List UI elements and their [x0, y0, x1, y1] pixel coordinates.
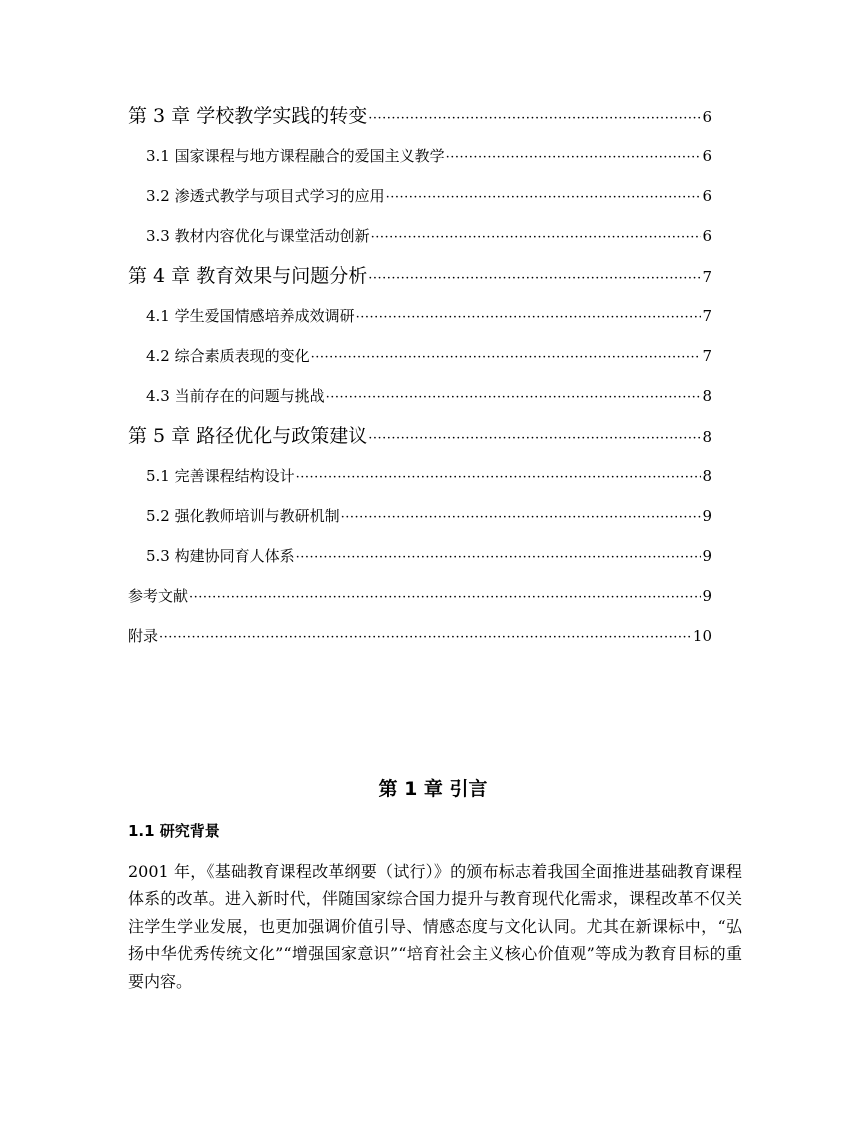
toc-entry-page: 9 [702, 547, 712, 565]
body-paragraph: 2001 年，《基础教育课程改革纲要（试行）》的颁布标志着我国全面推进基础教育课程体系的改革。进入新时代，伴随国家综合国力提升与教育现代化需求，课程改革不仅关注学生学业发展，也更加强调价值引导、情感态度与文化认同。尤其在新课标中，“弘扬中华优秀传统文化”“增强国家意识”“培育社会主义核心价值观”等成为教育目标的重要内容。 [128, 862, 742, 991]
toc-entry-page: 7 [702, 268, 712, 286]
toc-entry[interactable] [128, 216, 712, 256]
toc-entry[interactable] [128, 136, 712, 176]
toc-entry-title: 4.1 学生爱国情感培养成效调研 [146, 307, 355, 325]
toc-entry-title: 3.2 渗透式教学与项目式学习的应用 [146, 187, 385, 205]
toc-entry-title: 参考文献 [128, 587, 189, 605]
toc-entry[interactable] [128, 296, 712, 336]
toc-entry[interactable] [128, 176, 712, 216]
toc-leader-dots [368, 259, 701, 299]
toc-entry-title: 第 3 章 学校教学实践的转变 [128, 105, 368, 127]
toc-entry-title: 3.1 国家课程与地方课程融合的爱国主义教学 [146, 147, 445, 165]
toc-leader-dots [311, 338, 702, 378]
toc-leader-dots [446, 138, 702, 178]
table-of-contents [128, 96, 712, 656]
toc-entry-page: 8 [702, 428, 712, 446]
toc-entry-page: 8 [702, 467, 712, 485]
toc-entry-title: 5.2 强化教师培训与教研机制 [146, 507, 340, 525]
toc-entry-page: 10 [692, 627, 712, 645]
toc-entry-title: 4.3 当前存在的问题与挑战 [146, 387, 325, 405]
toc-leader-dots [326, 378, 702, 418]
toc-leader-dots [368, 99, 701, 139]
toc-leader-dots [189, 578, 701, 618]
toc-leader-dots [159, 618, 692, 658]
toc-entry[interactable] [128, 576, 712, 616]
toc-leader-dots [356, 298, 702, 338]
toc-entry[interactable] [128, 256, 712, 296]
toc-entry-title: 附录 [128, 627, 159, 645]
toc-entry-page: 9 [702, 587, 712, 605]
toc-entry-title: 5.3 构建协同育人体系 [146, 547, 295, 565]
toc-entry-page: 6 [702, 147, 712, 165]
section-heading: 1.1 研究背景 [128, 822, 220, 840]
toc-entry[interactable] [128, 416, 712, 456]
toc-leader-dots [368, 419, 701, 459]
toc-entry[interactable] [128, 96, 712, 136]
toc-entry[interactable] [128, 616, 712, 656]
toc-entry-page: 9 [702, 507, 712, 525]
toc-entry-page: 8 [702, 387, 712, 405]
toc-entry[interactable] [128, 496, 712, 536]
toc-leader-dots [386, 178, 702, 218]
toc-entry[interactable] [128, 536, 712, 576]
toc-leader-dots [296, 538, 702, 578]
toc-entry-page: 6 [702, 187, 712, 205]
toc-entry-page: 7 [702, 307, 712, 325]
toc-entry-page: 7 [702, 347, 712, 365]
toc-entry-title: 3.3 教材内容优化与课堂活动创新 [146, 227, 370, 245]
toc-entry[interactable] [128, 456, 712, 496]
chapter-heading: 第 1 章 引言 [378, 778, 488, 800]
toc-entry[interactable] [128, 376, 712, 416]
toc-entry-page: 6 [702, 108, 712, 126]
toc-entry-title: 5.1 完善课程结构设计 [146, 467, 295, 485]
toc-entry-title: 第 5 章 路径优化与政策建议 [128, 425, 368, 447]
toc-leader-dots [371, 218, 702, 258]
toc-entry[interactable] [128, 336, 712, 376]
toc-entry-title: 第 4 章 教育效果与问题分析 [128, 265, 368, 287]
toc-leader-dots [296, 458, 702, 498]
toc-entry-page: 6 [702, 227, 712, 245]
toc-leader-dots [341, 498, 702, 538]
toc-entry-title: 4.2 综合素质表现的变化 [146, 347, 310, 365]
